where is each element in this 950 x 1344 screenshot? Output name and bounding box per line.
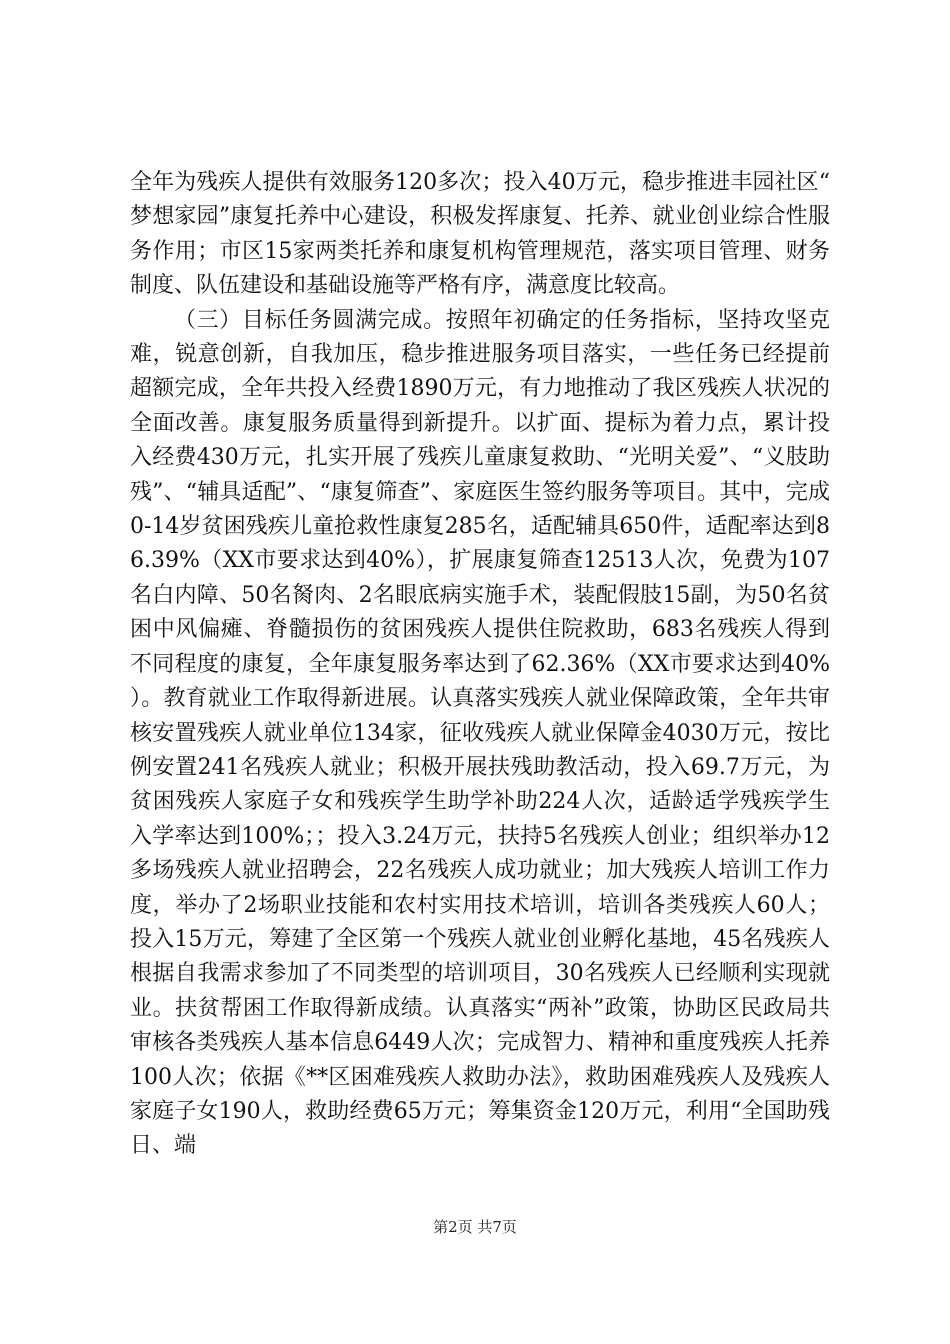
document-body [130, 166, 830, 1164]
page-number-footer: 第2页 共7页 [433, 1218, 517, 1236]
paragraph-continued: 全年为残疾人提供有效服务120多次；投入40万元，稳步推进丰园社区“梦想家园”康复托养中心建设，积极发挥康复、托养、就业创业综合性服务作用；市区15家两类托养和康复机构管理规范，落实项目管理、财务制度、队伍建设和基础设施等严格有序，满意度比较高。 [130, 170, 830, 299]
paragraph-section-three: （三）目标任务圆满完成。按照年初确定的任务指标，坚持攻坚克难，锐意创新，自我加压，稳步推进服务项目落实，一些任务已经提前超额完成，全年共投入经费1890万元，有力地推动了我区残疾人状况的全面改善。康复服务质量得到新提升。以扩面、提标为着力点，累计投入经费430万元，扎实开展了残疾儿童康复救助、“光明关爱”、“义肢助残”、“辅具适配”、“康复筛查”、家庭医生签约服务等项目。其中，完成0-14岁贫困残疾儿童抢救性康复285名，适配辅具650件，适配率达到86.39%（XX市要求达到40%），扩展康复筛查12513人次，免费为107名白内障、50名胬肉、2名眼底病实施手术，装配假肢15副，为50名贫困中风偏瘫、脊髓损伤的贫困残疾人提供住院救助，683名残疾人得到不同程度的康复，全年康复服务率达到了62.36%（XX市要求达到40%）。教育就业工作取得新进展。认真落实残疾人就业保障政策，全年共审核安置残疾人就业单位134家，征收残疾人就业保障金4030万元，按比例安置241名残疾人就业；积极开展扶残助教活动，投入69.7万元，为贫困残疾人家庭子女和残疾学生助学补助224人次，适龄适学残疾学生入学率达到100%；；投入3.24万元，扶持5名残疾人创业；组织举办12多场残疾人就业招聘会，22名残疾人成功就业；加大残疾人培训工作力度，举办了2场职业技能和农村实用技术培训，培训各类残疾人60人；投入15万元，筹建了全区第一个残疾人就业创业孵化基地，45名残疾人根据自我需求参加了不同类型的培训项目，30名残疾人已经顺利实现就业。扶贫帮困工作取得新成绩。认真落实“两补”政策，协助区民政局共审核各类残疾人基本信息6449人次；完成智力、精神和重度残疾人托养100人次；依据《**区困难残疾人救助办法》，救助困难残疾人及残疾人家庭子女190人，救助经费65万元；筹集资金120万元，利用“全国助残日、端 [130, 307, 830, 1159]
